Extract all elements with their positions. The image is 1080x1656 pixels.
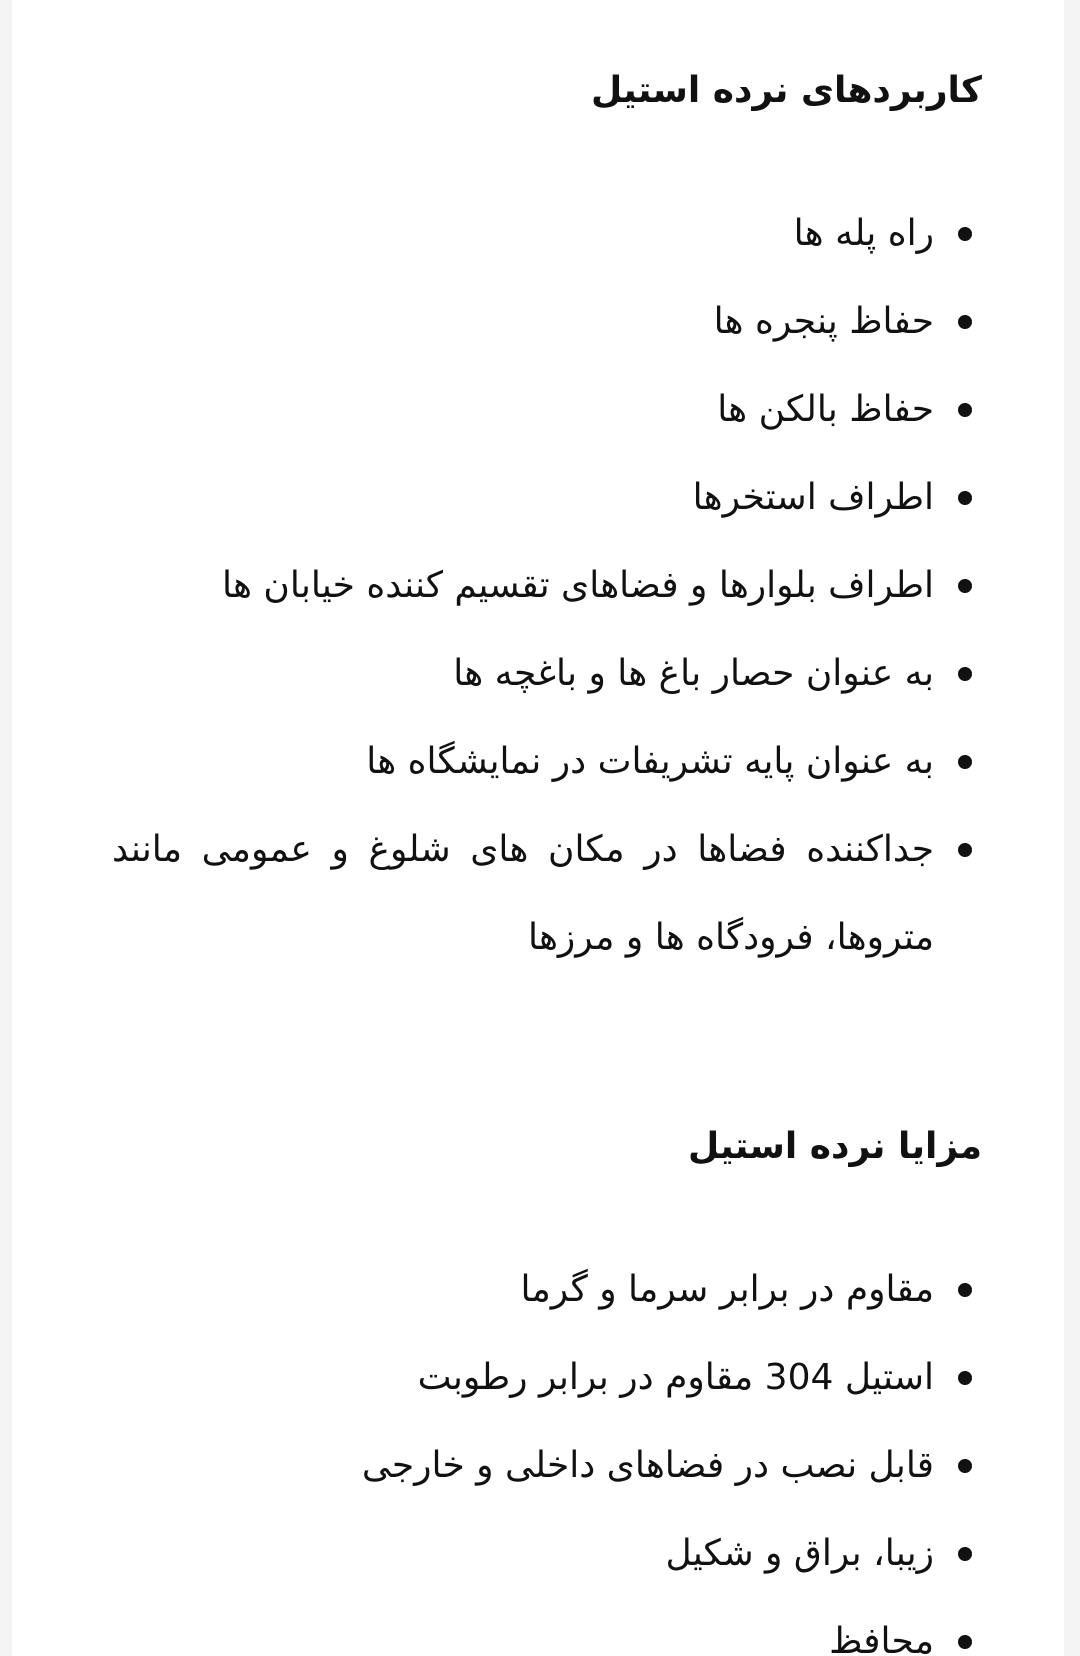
bullet-icon xyxy=(958,1547,972,1561)
list-item-text: راه پله ها xyxy=(793,213,934,254)
bullet-icon xyxy=(958,315,972,329)
bullet-icon xyxy=(958,1459,972,1473)
uses-list xyxy=(112,190,934,982)
list-item-text: زیبا، براق و شکیل xyxy=(665,1533,934,1574)
list-item-text: به عنوان حصار باغ ها و باغچه ها xyxy=(453,653,934,694)
bullet-icon xyxy=(958,403,972,417)
bullet-icon xyxy=(958,491,972,505)
list-item-text: قابل نصب در فضاهای داخلی و خارجی xyxy=(361,1445,934,1486)
list-item xyxy=(112,366,934,454)
bullet-icon xyxy=(958,667,972,681)
list-item xyxy=(112,1422,934,1510)
list-item xyxy=(112,806,934,982)
list-item-text: حفاظ بالکن ها xyxy=(717,389,934,430)
bullet-icon xyxy=(958,843,972,857)
bullet-icon xyxy=(958,1635,972,1649)
bullet-icon xyxy=(958,227,972,241)
list-item-text: مقاوم در برابر سرما و گرما xyxy=(520,1269,934,1310)
article-card xyxy=(12,0,1064,1656)
list-item-text: جداکننده فضاها در مکان های شلوغ و عمومی مانند متروها، فرودگاه ها و مرزها xyxy=(112,829,934,958)
list-item xyxy=(112,630,934,718)
list-item xyxy=(112,542,934,630)
list-item xyxy=(112,1334,934,1422)
list-item xyxy=(112,190,934,278)
bullet-icon xyxy=(958,1371,972,1385)
advantages-list xyxy=(112,1246,934,1656)
list-item xyxy=(112,1246,934,1334)
list-item-text: به عنوان پایه تشریفات در نمایشگاه ها xyxy=(366,741,934,782)
list-item xyxy=(112,1598,934,1656)
list-item xyxy=(112,1510,934,1598)
list-item-text: اطراف بلوارها و فضاهای تقسیم کننده خیابان ها xyxy=(222,565,934,606)
list-item-text: حفاظ پنجره ها xyxy=(713,301,934,342)
bullet-icon xyxy=(958,1283,972,1297)
list-item xyxy=(112,718,934,806)
bullet-icon xyxy=(958,755,972,769)
uses-heading: کاربردهای نرده استیل xyxy=(590,70,982,111)
advantages-heading: مزایا نرده استیل xyxy=(687,1126,982,1167)
list-item-text: استیل 304 مقاوم در برابر رطوبت xyxy=(417,1357,934,1398)
list-item xyxy=(112,278,934,366)
list-item xyxy=(112,454,934,542)
list-item-text: محافظ xyxy=(829,1621,934,1656)
list-item-text: اطراف استخرها xyxy=(692,477,934,518)
bullet-icon xyxy=(958,579,972,593)
